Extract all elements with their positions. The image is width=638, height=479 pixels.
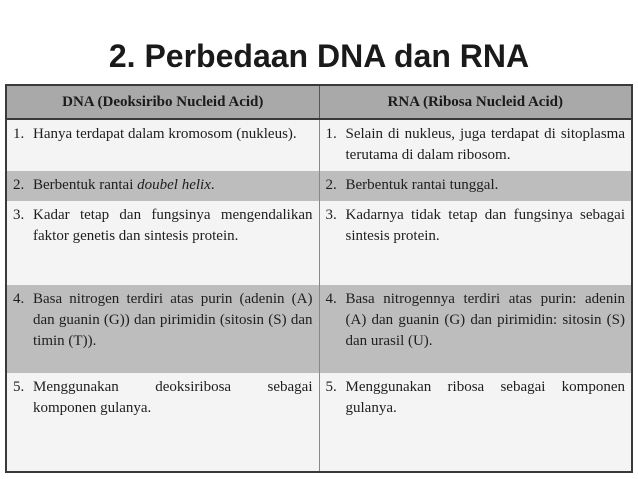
table-row: [7, 373, 631, 471]
item-number: 1.: [325, 126, 337, 142]
item-number: 4.: [325, 291, 337, 307]
rna-cell: [319, 119, 631, 171]
dna-cell: [7, 119, 319, 171]
rna-cell: [319, 171, 631, 201]
rna-cell: [319, 201, 631, 285]
table-row: [7, 119, 631, 171]
slide-title: 2. Perbedaan DNA dan RNA: [108, 38, 530, 74]
dna-cell: [7, 285, 319, 373]
item-text: Basa nitrogennya terdiri atas purin: adenin (A) dan guanin (G) dan pirimidin: sitosin (S) dan urasil (U).: [345, 291, 625, 349]
rna-cell: [319, 285, 631, 373]
item-text: Hanya terdapat dalam kromosom (nukleus).: [33, 126, 297, 142]
item-number: 4.: [13, 291, 25, 307]
item-text-plain: Berbentuk rantai: [33, 177, 138, 193]
item-text: Menggunakan ribosa sebagai komponen gulanya.: [345, 379, 625, 416]
item-text: Berbentuk rantai tunggal.: [345, 177, 499, 193]
comparison-table-image: [5, 84, 633, 473]
item-text: Basa nitrogen terdiri atas purin (adenin (A) dan guanin (G)) dan pirimidin (sitosin (S) dan timin (T)).: [33, 291, 313, 349]
dna-cell: [7, 201, 319, 285]
item-text: Selain di nukleus, juga terdapat di sitoplasma terutama di dalam ribosom.: [345, 126, 625, 163]
rna-cell: [319, 373, 631, 471]
item-number: 3.: [325, 207, 337, 223]
item-number: 2.: [13, 177, 25, 193]
item-number: 3.: [13, 207, 25, 223]
header-dna: DNA (Deoksiribo Nucleid Acid): [7, 86, 319, 119]
dna-rna-comparison-table: [7, 86, 631, 471]
dna-cell: [7, 171, 319, 201]
item-number: 1.: [13, 126, 25, 142]
item-number: 2.: [325, 177, 337, 193]
table-row: [7, 285, 631, 373]
item-number: 5.: [325, 379, 337, 395]
table-row: [7, 201, 631, 285]
table-header-row: [7, 86, 631, 119]
item-text: Kadar tetap dan fungsinya mengendalikan faktor genetis dan sintesis protein.: [33, 207, 313, 244]
item-text: [33, 175, 313, 196]
item-number: 5.: [13, 379, 25, 395]
table-row: [7, 171, 631, 201]
header-rna: RNA (Ribosa Nucleid Acid): [319, 86, 631, 119]
dna-cell: [7, 373, 319, 471]
item-text: Kadarnya tidak tetap dan fungsinya sebagai sintesis protein.: [345, 207, 625, 244]
item-text: Menggunakan deoksiribosa sebagai komponen gulanya.: [33, 379, 313, 416]
item-text-tail: .: [210, 177, 215, 193]
item-text-italic: doubel helix: [137, 177, 211, 193]
